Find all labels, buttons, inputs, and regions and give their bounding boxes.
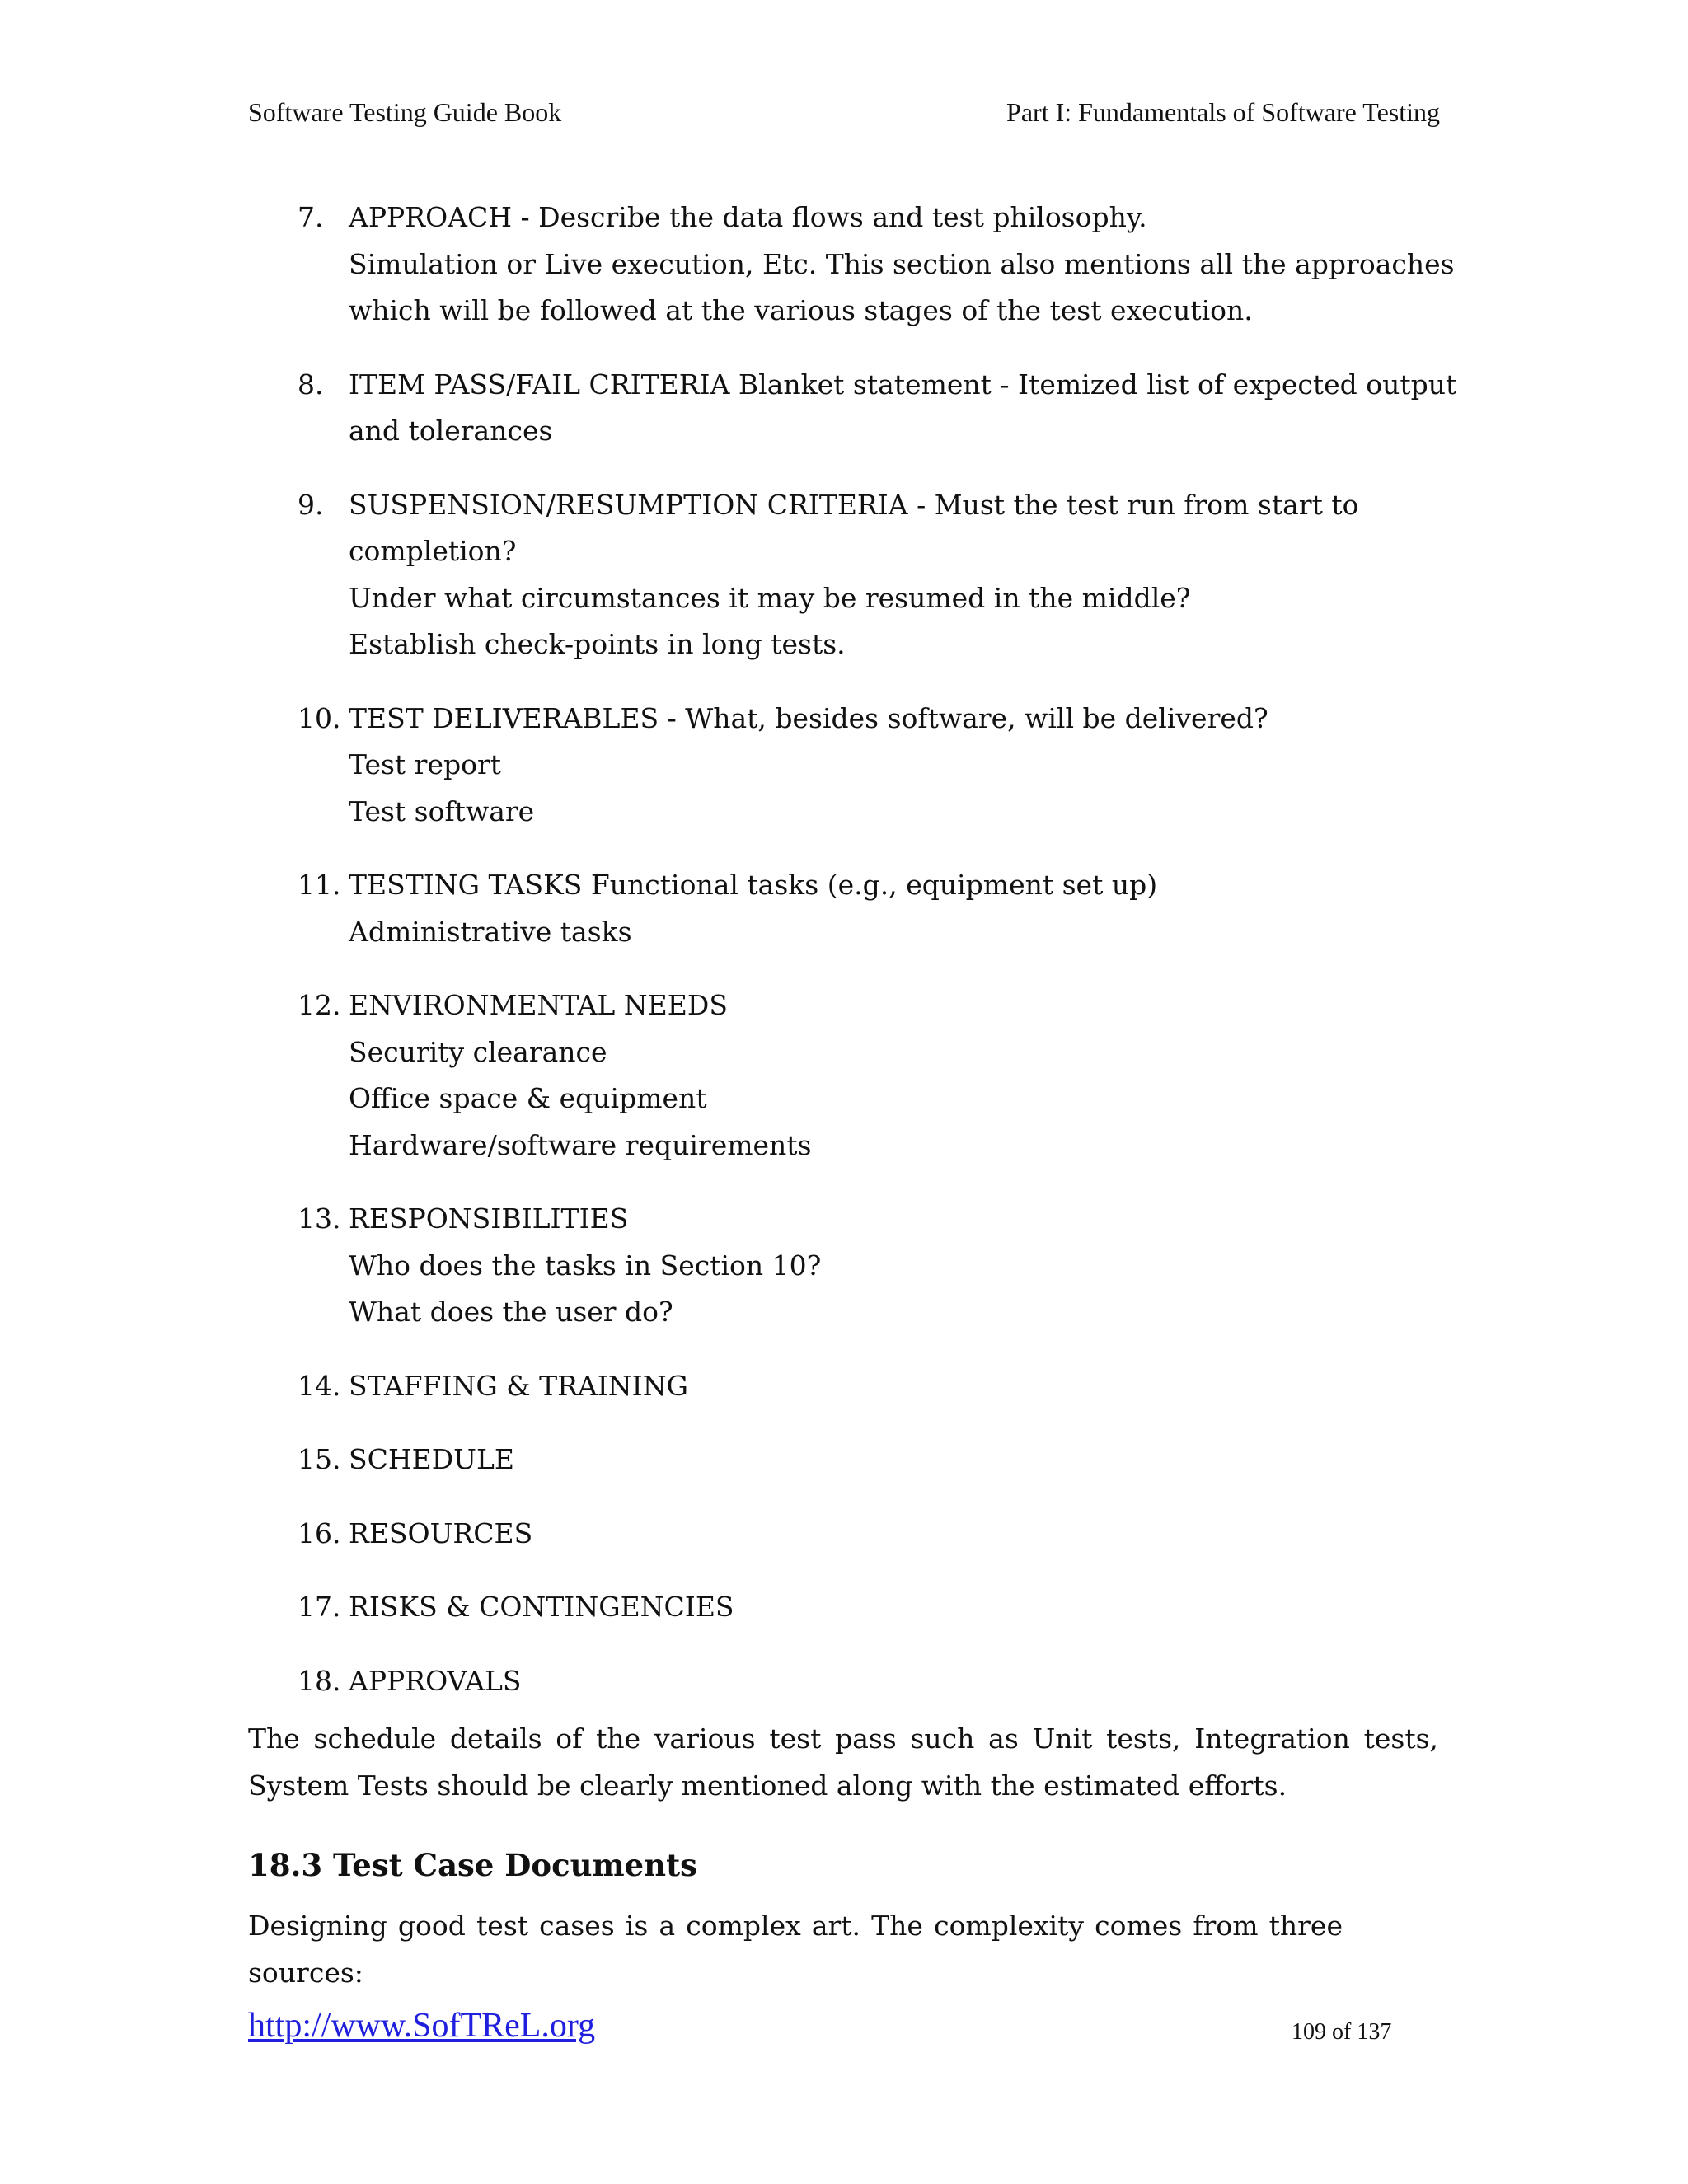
part-title: Part I: Fundamentals of Software Testing [1006, 97, 1440, 127]
list-item [298, 1196, 1443, 1336]
list-item-line: STAFFING & TRAINING [349, 1369, 688, 1402]
list-item-line: SCHEDULE [349, 1443, 514, 1475]
list-item-line: Establish check-points in long tests. [349, 628, 846, 660]
test-case-design-paragraph: Designing good test cases is a complex art. The complexity comes from three sources: [248, 1910, 1343, 1989]
list-item-line: TEST DELIVERABLES - What, besides software, will be delivered? [349, 701, 1268, 734]
list-item [298, 1584, 1443, 1631]
list-item [298, 982, 1443, 1169]
list-item [298, 1436, 1443, 1483]
list-item-line: SUSPENSION/RESUMPTION CRITERIA - Must the test run from start to [349, 488, 1359, 521]
list-item [298, 362, 1457, 455]
list-item-number: 15. [298, 1443, 341, 1475]
list-item-line: What does the user do? [349, 1296, 673, 1328]
book-title: Software Testing Guide Book [248, 97, 562, 127]
list-item-line: Test software [349, 794, 535, 827]
list-item-line: Administrative tasks [349, 915, 632, 948]
page-number: 109 of 137 [1292, 2019, 1392, 2045]
list-item-line: RESPONSIBILITIES [349, 1202, 629, 1235]
list-item-line: RISKS & CONTINGENCIES [349, 1591, 734, 1623]
list-item-line: Simulation or Live execution, Etc. This section also mentions all the approaches [349, 247, 1455, 280]
list-item [298, 696, 1443, 836]
list-item-line: RESOURCES [349, 1516, 533, 1549]
list-item-number: 10. [298, 701, 341, 734]
list-item-line: APPROACH - Describe the data flows and test philosophy. [349, 201, 1147, 233]
list-item-number: 12. [298, 989, 341, 1021]
list-item-line: Office space & equipment [349, 1082, 707, 1114]
list-item-number: 7. [298, 201, 324, 233]
list-item-line: which will be followed at the various stages of the test execution. [349, 294, 1253, 326]
list-item-line: APPROVALS [349, 1664, 522, 1697]
list-item [298, 862, 1443, 955]
page-header [248, 96, 1440, 129]
list-item [298, 1658, 1443, 1705]
list-item-line: Security clearance [349, 1035, 607, 1068]
list-item-line: ENVIRONMENTAL NEEDS [349, 989, 728, 1021]
list-item-number: 13. [298, 1202, 341, 1235]
list-item-number: 14. [298, 1369, 341, 1402]
list-item [298, 194, 1455, 335]
test-plan-outline-list [298, 194, 1457, 1732]
list-item-line: and tolerances [349, 415, 553, 447]
list-item-line: Who does the tasks in Section 10? [349, 1249, 822, 1282]
list-item-line: Hardware/software requirements [349, 1128, 812, 1161]
list-item-number: 18. [298, 1664, 341, 1697]
list-item-line: completion? [349, 535, 517, 567]
section-heading: 18.3 Test Case Documents [248, 1847, 698, 1883]
list-item-line: Under what circumstances it may be resumed in the middle? [349, 581, 1191, 614]
list-item-number: 17. [298, 1591, 341, 1623]
list-item-number: 9. [298, 488, 324, 521]
list-item-number: 11. [298, 869, 341, 901]
schedule-paragraph: The schedule details of the various test pass such as Unit tests, Integration tests, System Tests should be clearly mentioned along with the estimated efforts. [248, 1722, 1438, 1802]
list-item [298, 1363, 1443, 1410]
website-link[interactable]: http://www.SofTReL.org [248, 2007, 596, 2045]
list-item [298, 482, 1443, 668]
list-item-line: Test report [349, 748, 501, 780]
list-item [298, 1511, 1443, 1558]
list-item-line: ITEM PASS/FAIL CRITERIA Blanket statement - Itemized list of expected output [349, 368, 1457, 401]
list-item-line: TESTING TASKS Functional tasks (e.g., equipment set up) [349, 869, 1158, 901]
list-item-number: 16. [298, 1516, 341, 1549]
list-item-number: 8. [298, 368, 324, 401]
